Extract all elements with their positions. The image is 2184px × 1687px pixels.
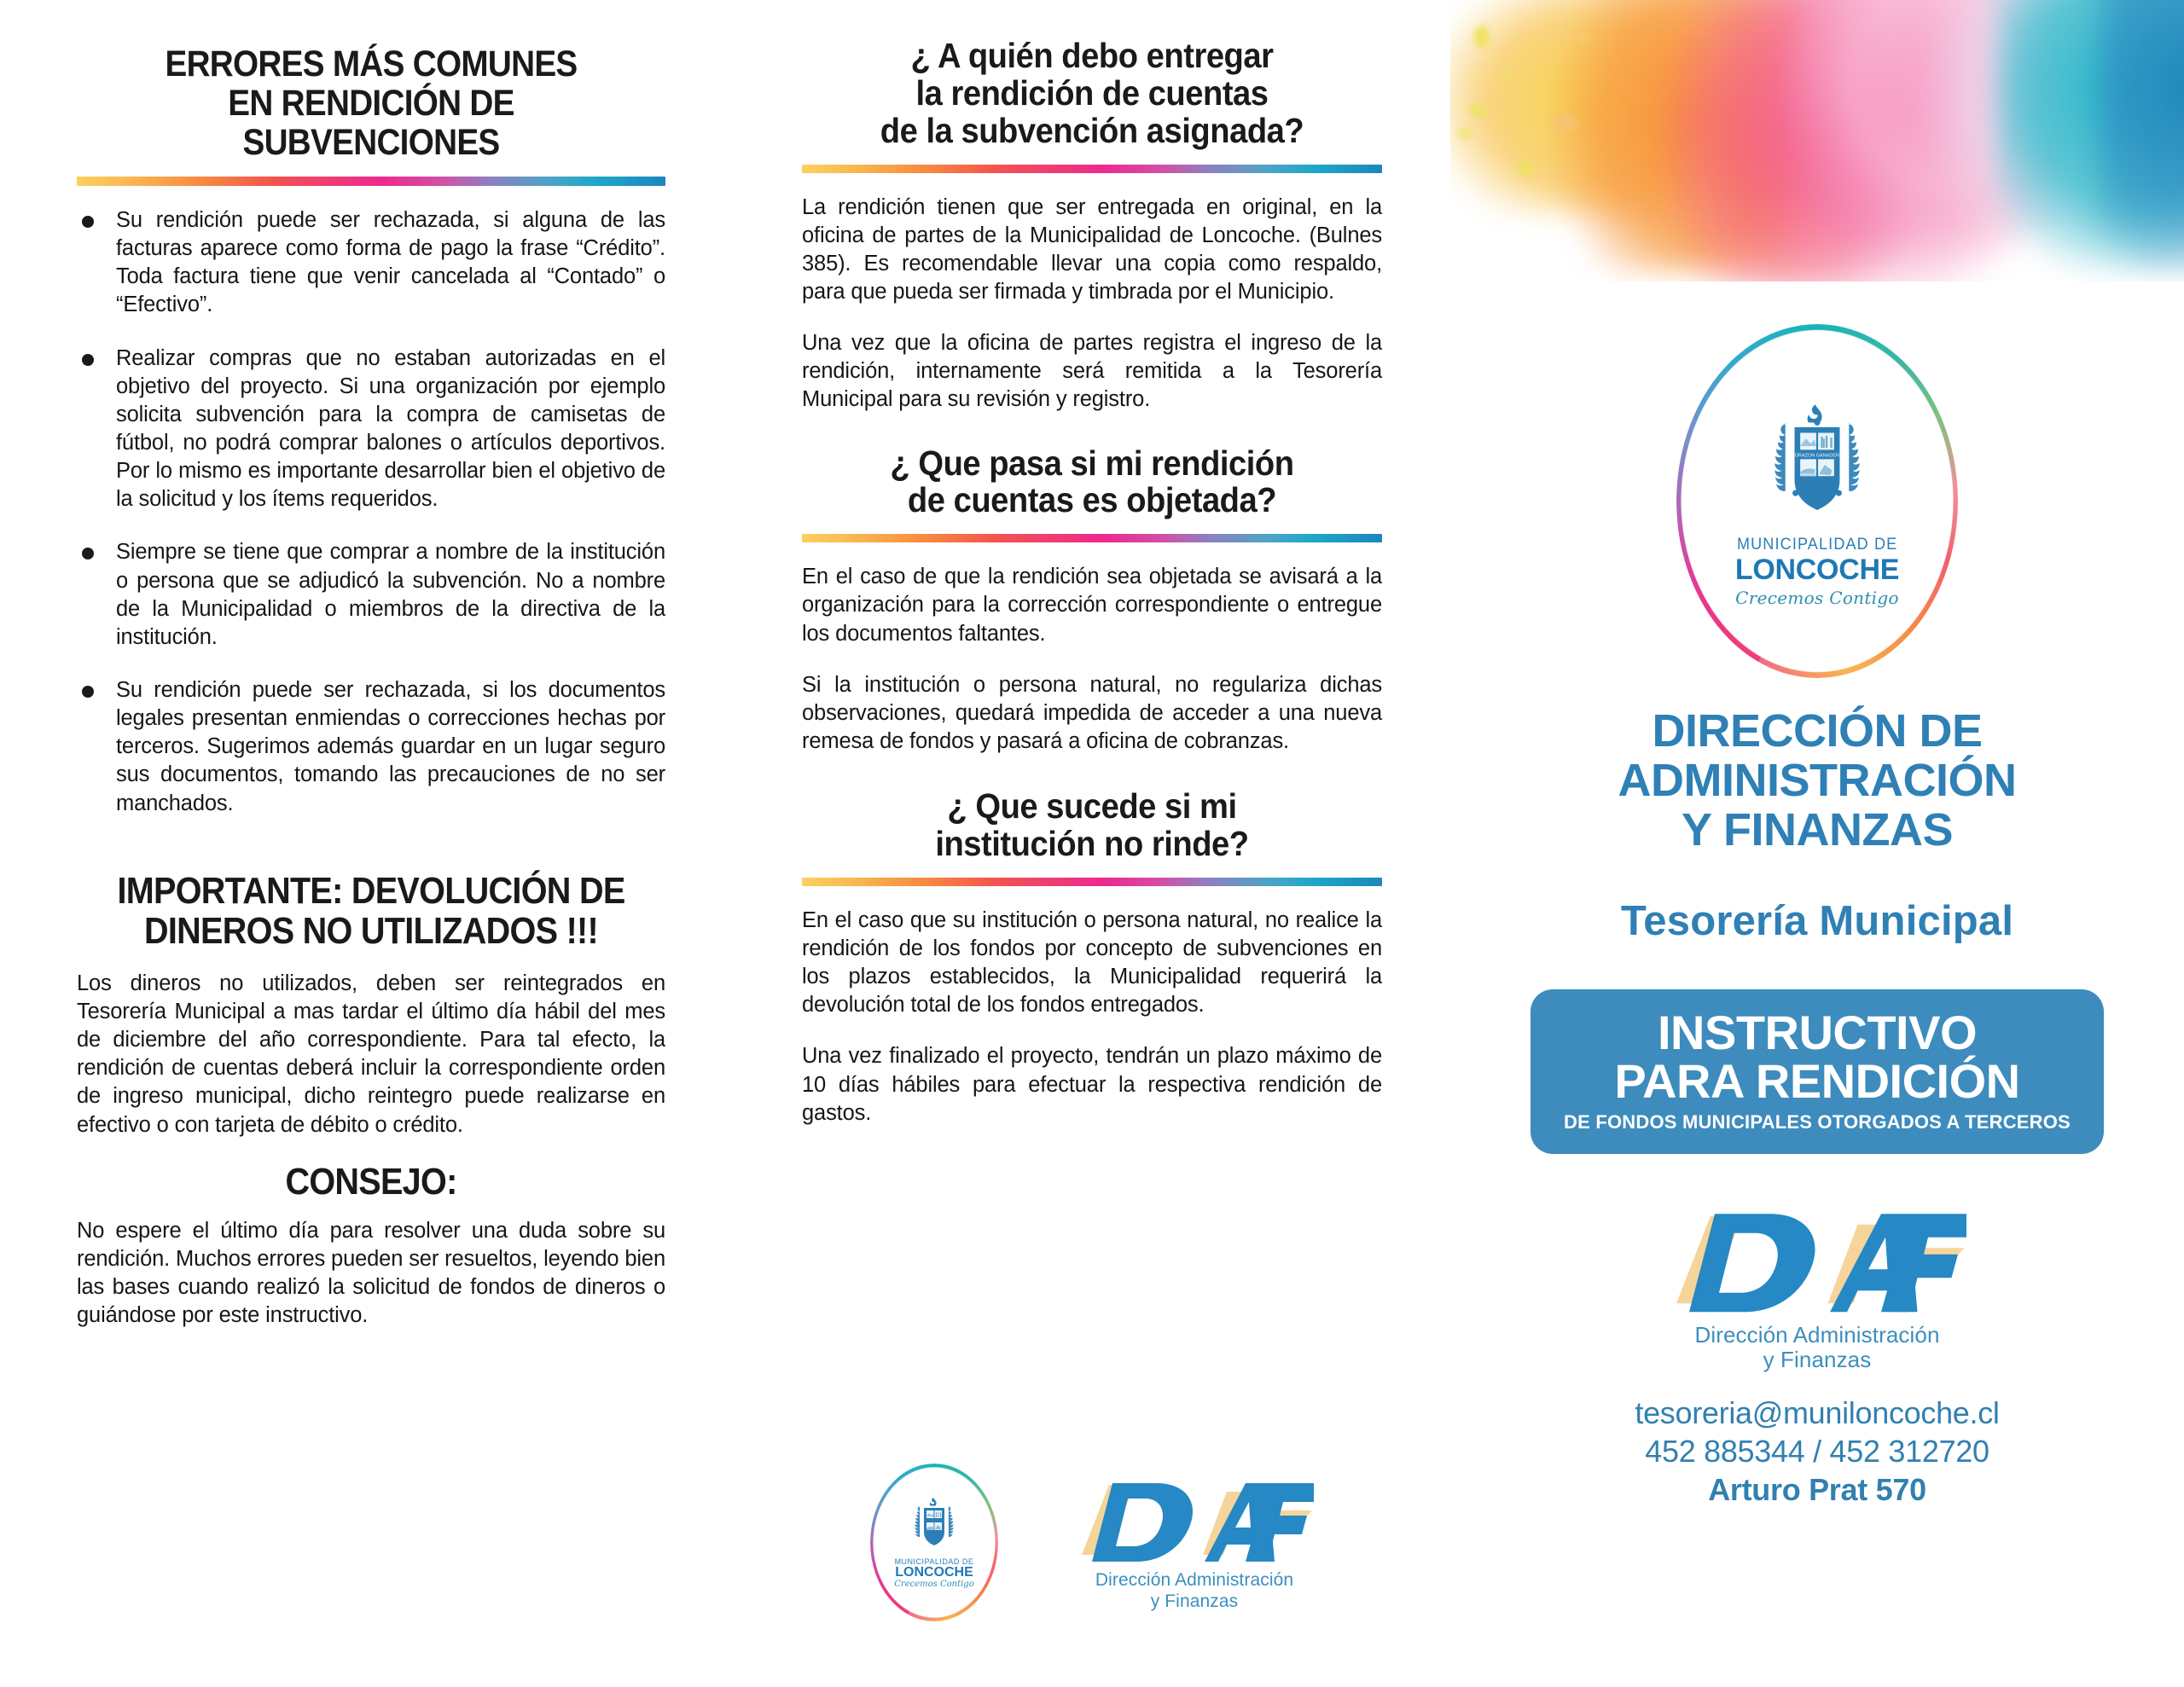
pregunta1-line-3: de la subvención asignada? [880, 110, 1304, 150]
seal-line-2: LONCOCHE [895, 1565, 973, 1580]
section-a-quien-entregar [802, 38, 1382, 415]
gradient-divider [802, 534, 1382, 542]
pregunta3-paragraph-2: Una vez finalizado el proyecto, tendrán un plazo máximo de 10 días hábiles para efectuar la respectiva rendición de gastos. [802, 1044, 1382, 1125]
footer-logos [802, 1464, 1382, 1621]
daf-subtitle-line-1: Dirección Administración [1095, 1570, 1294, 1591]
pregunta1-line-1: ¿ A quién debo entregar [910, 36, 1274, 75]
importante-heading [107, 871, 636, 951]
tesoreria-subtitle: Tesorería Municipal [1620, 898, 2014, 945]
daf-subtitle [1095, 1570, 1293, 1611]
daf-wordmark-icon [1668, 1200, 1966, 1319]
contact-phones: 452 885344 / 452 312720 [1645, 1434, 1989, 1470]
section-consejo [77, 1162, 665, 1330]
splash-droplet [1578, 34, 1587, 43]
contact-info [1519, 1395, 2116, 1508]
direccion-title [1519, 707, 2116, 855]
list-item: Su rendición puede ser rechazada, si alguna de las facturas aparece como forma de pago la frase “Crédito”. Toda factura tiene que venir cancelada al “Contado” o “Efectivo”. [77, 206, 665, 320]
instructivo-line-1: INSTRUCTIVO [1657, 1006, 1978, 1060]
contact-address: Arturo Prat 570 [1708, 1472, 1926, 1508]
loncoche-seal [1676, 324, 1958, 678]
pregunta2-line-2: de cuentas es objetada? [907, 480, 1277, 520]
splash-yellow [1450, 0, 1706, 213]
splash-droplet [1553, 115, 1578, 130]
gradient-divider [802, 878, 1382, 886]
daf-subtitle-line-2: y Finanzas [1150, 1591, 1239, 1611]
pregunta2-paragraph-2: Si la institución o persona natural, no regulariza dichas observaciones, quedará impedida de acceder a una nueva remesa de fondos y pasará a oficina de cobranzas. [802, 672, 1382, 753]
seal-content [1676, 324, 1958, 678]
splash-coral [1664, 0, 1920, 281]
pregunta1-heading [822, 38, 1362, 150]
direccion-title-line-1: DIRECCIÓN DE [1652, 705, 1983, 757]
splash-blue [2099, 0, 2184, 273]
seal-tagline: Crecemos Contigo [894, 1580, 974, 1589]
column-portada [1519, 324, 2116, 1508]
pregunta3-paragraph-1: En el caso que su institución o persona natural, no realice la rendición de los fondos por concepto de subvenciones en los plazos establecidos, la Municipalidad requerirá la devolución total de los fondos entregados. [802, 907, 1382, 1017]
pregunta3-line-2: institución no rinde? [935, 823, 1249, 863]
importante-heading-line-2: DINEROS NO UTILIZADOS !!! [144, 909, 598, 952]
pregunta3-line-1: ¿ Que sucede si mi [947, 786, 1237, 826]
instructivo-subtitle: DE FONDOS MUNICIPALES OTORGADOS A TERCEROS [1564, 1110, 2071, 1133]
splash-pink-light [1792, 0, 2116, 247]
coat-of-arms-icon [1763, 401, 1871, 529]
section-rendicion-objetada [802, 445, 1382, 757]
importante-body: Los dineros no utilizados, deben ser reintegrados en Tesorería Municipal a mas tardar el último día hábil del mes de diciembre del año correspondiente. Para tal efecto, la rendición de cuentas deberá incluir la correspondiente orden de ingreso municipal, dicho reintegro puede realizarse en efectivo o con tarjeta de débito o crédito. [77, 971, 665, 1137]
watercolor-splash [1450, 0, 2184, 281]
seal-line-1: MUNICIPALIDAD DE [1736, 536, 1898, 554]
daf-wordmark-icon [1075, 1473, 1314, 1567]
gradient-divider [77, 177, 665, 186]
pregunta2-heading [822, 445, 1362, 520]
column-preguntas [802, 36, 1382, 1611]
direccion-title-line-3: Y FINANZAS [1681, 803, 1954, 855]
splash-droplet [1517, 159, 1534, 177]
splash-lavender [1928, 0, 2184, 247]
errores-heading-line-2: EN RENDICIÓN DE [228, 83, 514, 124]
seal-content [870, 1464, 998, 1621]
daf-subtitle-line-2: y Finanzas [1763, 1347, 1872, 1373]
pregunta1-paragraph-2: Una vez que la oficina de partes registra el ingreso de la rendición, internamente será remitida a la Tesorería Municipal para su revisión y registro. [802, 331, 1382, 412]
daf-logo-small [1075, 1473, 1314, 1611]
splash-droplet [1474, 26, 1490, 48]
section-institucion-no-rinde [802, 788, 1382, 1128]
daf-subtitle-line-1: Dirección Administración [1694, 1321, 1940, 1348]
seal-line-2: LONCOCHE [1734, 554, 1900, 586]
pregunta1-line-2: la rendición de cuentas [915, 72, 1269, 113]
shield-banner-text: CORAZON GANADERO [1791, 453, 1844, 459]
section-importante [77, 871, 665, 1139]
section-errores [77, 44, 665, 818]
splash-pink [1723, 0, 2065, 281]
consejo-heading: CONSEJO: [285, 1160, 457, 1203]
errores-heading-line-1: ERRORES MÁS COMUNES [165, 43, 578, 84]
list-item: Su rendición puede ser rechazada, si los documentos legales presentan enmiendas o correcciones hechas por terceros. Sugerimos además guardar en un lugar seguro sus documentos, tomando las precauciones de no ser manchados. [77, 676, 665, 818]
direccion-title-line-2: ADMINISTRACIÓN [1618, 754, 2017, 806]
daf-logo [1519, 1200, 2116, 1374]
pregunta3-heading [822, 788, 1362, 863]
seal-line-1: MUNICIPALIDAD DE [894, 1557, 974, 1566]
column-errores [77, 44, 665, 1330]
splash-orange [1553, 0, 1843, 273]
consejo-body: No espere el último día para resolver una duda sobre su rendición. Muchos errores pueden ser resueltos, leyendo bien las bases cuando realizó la solicitud de fondos de dineros o guiándose por este instructivo. [77, 1218, 665, 1328]
errores-heading-line-3: SUBVENCIONES [242, 122, 500, 163]
seal-tagline: Crecemos Contigo [1735, 588, 1899, 608]
errores-heading [107, 44, 636, 162]
splash-droplet [1459, 128, 1472, 139]
coat-of-arms-icon [910, 1496, 958, 1554]
importante-heading-line-1: IMPORTANTE: DEVOLUCIÓN DE [117, 869, 625, 912]
gradient-divider [802, 165, 1382, 173]
contact-email[interactable]: tesoreria@muniloncoche.cl [1635, 1395, 2000, 1431]
daf-subtitle [1694, 1323, 1939, 1374]
instructivo-line-2: PARA RENDICIÓN [1614, 1054, 2020, 1109]
loncoche-seal-small [870, 1464, 998, 1621]
pregunta1-paragraph-1: La rendición tienen que ser entregada en original, en la oficina de partes de la Municipalidad de Loncoche. (Bulnes 385). Es recomendable llevar una copia como respaldo, para que pueda ser firmada y timbrada por el Municipio. [802, 194, 1382, 304]
splash-droplet [1502, 68, 1512, 80]
list-item: Realizar compras que no estaban autorizadas en el objetivo del proyecto. Si una organización por ejemplo solicita subvención para la compra de camisetas de fútbol, no podrá comprar balones o artículos deportivos. Por lo mismo es importante desarrollar bien el objetivo de la solicitud y los ítems requeridos. [77, 345, 665, 514]
pregunta2-line-1: ¿ Que pasa si mi rendición [890, 443, 1294, 483]
list-item: Siempre se tiene que comprar a nombre de la institución o persona que se adjudicó la subvención. No a nombre de la Municipalidad o miembros de la directiva de la institución. [77, 538, 665, 652]
instructivo-banner [1531, 989, 2104, 1153]
splash-teal [1996, 0, 2184, 273]
splash-droplet [1469, 104, 1488, 118]
errores-bullet-list [77, 206, 665, 818]
pregunta2-paragraph-1: En el caso de que la rendición sea objetada se avisará a la organización para la corrección correspondiente o entregue los documentos faltantes. [802, 565, 1382, 646]
